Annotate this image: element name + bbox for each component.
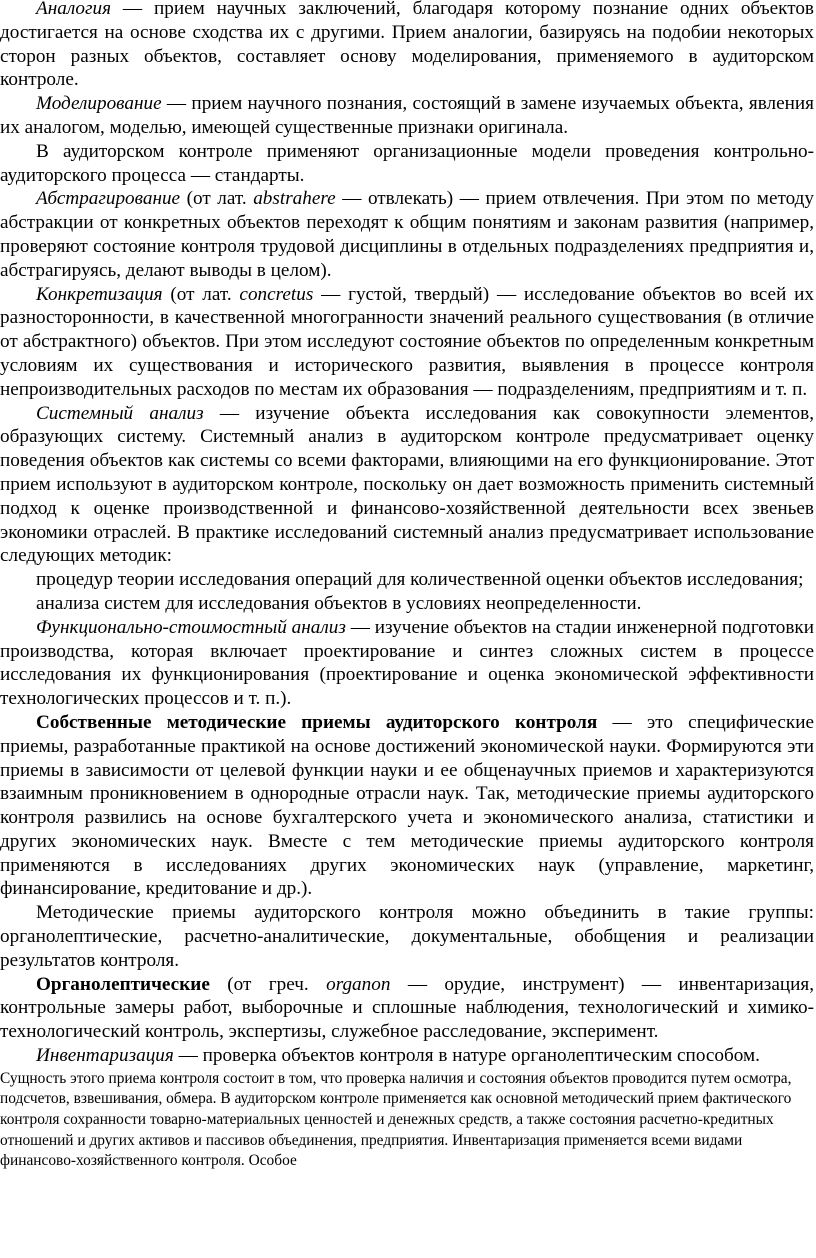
heading-own-methods: Собственные методические приемы аудиторского контроля xyxy=(36,711,598,733)
paragraph-models-standards xyxy=(0,140,814,188)
greek-word: organon xyxy=(326,973,391,995)
paragraph-text: — изучение объектов на стадии инженерной подготовки производства, которая включает проектирование и синтез сложных систем в процессе исследования их функционирования (проектирование и оценка экономической эффективности технологических процессов и т. п.). xyxy=(0,616,814,710)
paragraph-analogy xyxy=(0,0,814,92)
paragraph-method-groups xyxy=(0,901,814,972)
paragraph-system-analysis xyxy=(0,402,814,569)
term-concretization: Конкретизация xyxy=(36,283,163,305)
paragraph-concretization xyxy=(0,283,814,402)
term-functional-cost-analysis: Функционально-стоимостный анализ xyxy=(36,616,346,638)
etymology-prefix: (от греч. xyxy=(209,973,327,995)
etymology-prefix: (от лат. xyxy=(180,188,254,210)
paragraph-text: Методические приемы аудиторского контроля можно объединить в такие группы: органолептические, расчетно-аналитические, документальные, обобщения и реализации результатов контроля. xyxy=(0,902,814,971)
etymology-prefix: (от лат. xyxy=(162,283,240,305)
term-inventory: Инвентаризация xyxy=(36,1045,174,1067)
paragraph-text: анализа систем для исследования объектов в условиях неопределенности. xyxy=(36,592,642,614)
paragraph-inventory xyxy=(0,1044,814,1068)
paragraph-abstraction xyxy=(0,187,814,282)
small-print-section xyxy=(0,1069,814,1172)
paragraph-text: — проверка объектов контроля в натуре органолептическим способом. xyxy=(173,1045,760,1067)
term-system-analysis: Системный анализ xyxy=(36,402,204,424)
heading-organoleptic: Органолептические xyxy=(36,973,210,995)
latin-word: concretus xyxy=(239,283,314,305)
paragraph-text: процедур теории исследования операций для количественной оценки объектов исследования; xyxy=(36,569,804,591)
term-analogy: Аналогия xyxy=(36,0,112,19)
paragraph-text: — изучение объекта исследования как совокупности элементов, образующих систему. Системный анализ в аудиторском контроле предусматривает оценку поведения объектов как системы со всеми факторами, влияющими на его функционирование. Этот прием используют в аудиторском контроле, поскольку он дает возможность применить системный подход к оценке производственной и финансово-хозяйственной деятельности всех звеньев экономики отраслей. В практике исследований системный анализ предусматривает использование следующих методик: xyxy=(0,402,814,567)
list-item-systems-analysis xyxy=(0,592,814,616)
term-abstraction: Абстрагирование xyxy=(36,188,181,210)
paragraph-text: — орудие, инструмент) — инвентаризация, контрольные замеры работ, выборочные и сплошные наблюдения, технологический и химико-технологический контроль, экспертизы, служебное расследование, эксперимент. xyxy=(0,973,814,1043)
paragraph-organoleptic xyxy=(0,973,814,1044)
paragraph-text: — густой, твердый) — исследование объектов во всей их разносторонности, в качественной многогранности значений реального существования (в отличие от абстрактного) объектов. При этом исследуют состояние объектов по определенным конкретным условиям их существования и исторического развития, выявления в процессе контроля непроизводительных расходов по местам их образования — подразделениям, предприятиям и т. п. xyxy=(0,283,814,400)
paragraph-text: — прием научных заключений, благодаря которому познание одних объектов достигается на основе сходства их с другими. Прием аналогии, базируясь на подобии некоторых сторон разных объектов, составляет основу моделирования, применяемого в аудиторском контроле. xyxy=(0,0,814,91)
paragraph-own-methods xyxy=(0,711,814,901)
latin-word: abstrahere xyxy=(253,188,336,210)
paragraph-text: — отвлекать) — прием отвлечения. При этом по методу абстракции от конкретных объектов переходят к общим понятиям и законам развития (например, проверяют состояние контроля трудовой дисциплины в отдельных подразделениях предприятия и, абстрагируясь, делают выводы в целом). xyxy=(0,188,814,281)
paragraph-text: — прием научного познания, состоящий в замене изучаемых объекта, явления их аналогом, моделью, имеющей существенные признаки оригинала. xyxy=(0,93,814,138)
paragraph-text: В аудиторском контроле применяют организационные модели проведения контрольно-аудиторского процесса — стандарты. xyxy=(0,140,814,186)
small-print-paragraph: Сущность этого приема контроля состоит в том, что проверка наличия и состояния объектов проводится путем осмотра, подсчетов, взвешивания, обмера. В аудиторском контроле применяется как основной методический прием фактического контроля сохранности товарно-материальных ценностей и денежных средств, а также состояния расчетно-кредитных отношений и других активов и пассивов объединения, предприятия. Инвентаризация применяется всеми видами финансово-хозяйственного контроля. Особое xyxy=(0,1069,792,1170)
paragraph-modeling xyxy=(0,92,814,140)
term-modeling: Моделирование xyxy=(36,93,162,115)
list-item-operations-research xyxy=(0,568,814,592)
paragraph-functional-cost-analysis xyxy=(0,616,814,711)
paragraph-text: — это специфические приемы, разработанные практикой на основе достижений экономической науки. Формируются эти приемы в зависимости от целевой функции науки и ее общенаучных приемов и характеризуются взаимным проникновением в однородные отрасли наук. Так, методические приемы аудиторского контроля развились на основе бухгалтерского учета и экономического анализа, статистики и других экономических наук. Вместе с тем методические приемы аудиторского контроля применяются в исследованиях других экономических наук (управление, маркетинг, финансирование, кредитование и др.). xyxy=(0,711,814,900)
